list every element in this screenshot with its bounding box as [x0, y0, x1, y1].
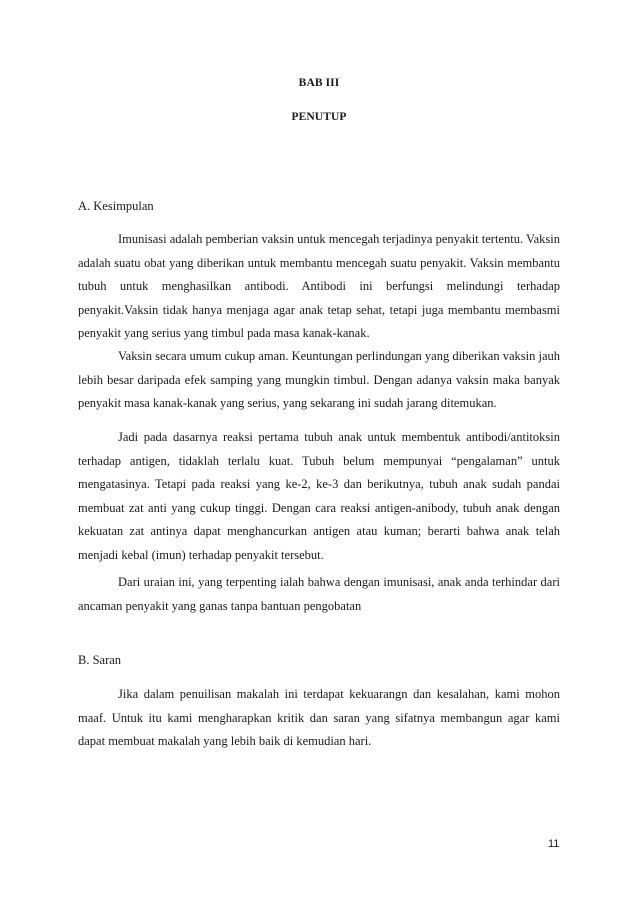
paragraph: Jika dalam penuilisan makalah ini terdapat kekuarangn dan kesalahan, kami mohon maaf. Untuk itu kami mengharapkan kritik dan saran yang sifatnya membangun agar kami dapat membuat makalah yang lebih baik di kemudian hari. — [78, 687, 560, 748]
paragraph: Dari uraian ini, yang terpenting ialah bahwa dengan imunisasi, anak anda terhindar dari ancaman penyakit yang ganas tanpa bantuan pengobatan — [78, 575, 560, 613]
paragraph: Imunisasi adalah pemberian vaksin untuk mencegah terjadinya penyakit tertentu. Vaksin adalah suatu obat yang diberikan untuk membantu mencegah suatu penyakit. Vaksin membantu tubuh untuk menghasilkan antibodi. Antibodi ini berfungsi melindungi terhadap penyakit.Vaksin tidak hanya menjaga agar anak tetap sehat, tetapi juga membantu membasmi penyakit yang serius yang timbul pada masa kanak-kanak. — [78, 232, 560, 340]
section-heading-saran: B. Saran — [78, 653, 122, 667]
section-heading-kesimpulan: A. Kesimpulan — [78, 199, 154, 213]
paragraph: Vaksin secara umum cukup aman. Keuntungan perlindungan yang diberikan vaksin jauh lebih besar daripada efek samping yang mungkin timbul. Dengan adanya vaksin maka banyak penyakit masa kanak-kanak yang serius, yang sekarang ini sudah jarang ditemukan. — [78, 349, 560, 410]
page-number: 11 — [548, 838, 560, 850]
chapter-number: BAB III — [298, 77, 340, 89]
paragraph: Jadi pada dasarnya reaksi pertama tubuh anak untuk membentuk antibodi/antitoksin terhadap antigen, tidaklah terlalu kuat. Tubuh belum mempunyai “pengalaman” untuk mengatasinya. Tetapi pada reaksi yang ke-2, ke-3 dan berikutnya, tubuh anak sudah pandai membuat zat anti yang cukup tinggi. Dengan cara reaksi antigen-anibody, tubuh anak dengan kekuatan zat antinya dapat menghancurkan antigen atau kuman; berarti bahwa anak telah menjadi kebal (imun) terhadap penyakit tersebut. — [78, 430, 560, 562]
chapter-title: PENUTUP — [291, 111, 347, 123]
